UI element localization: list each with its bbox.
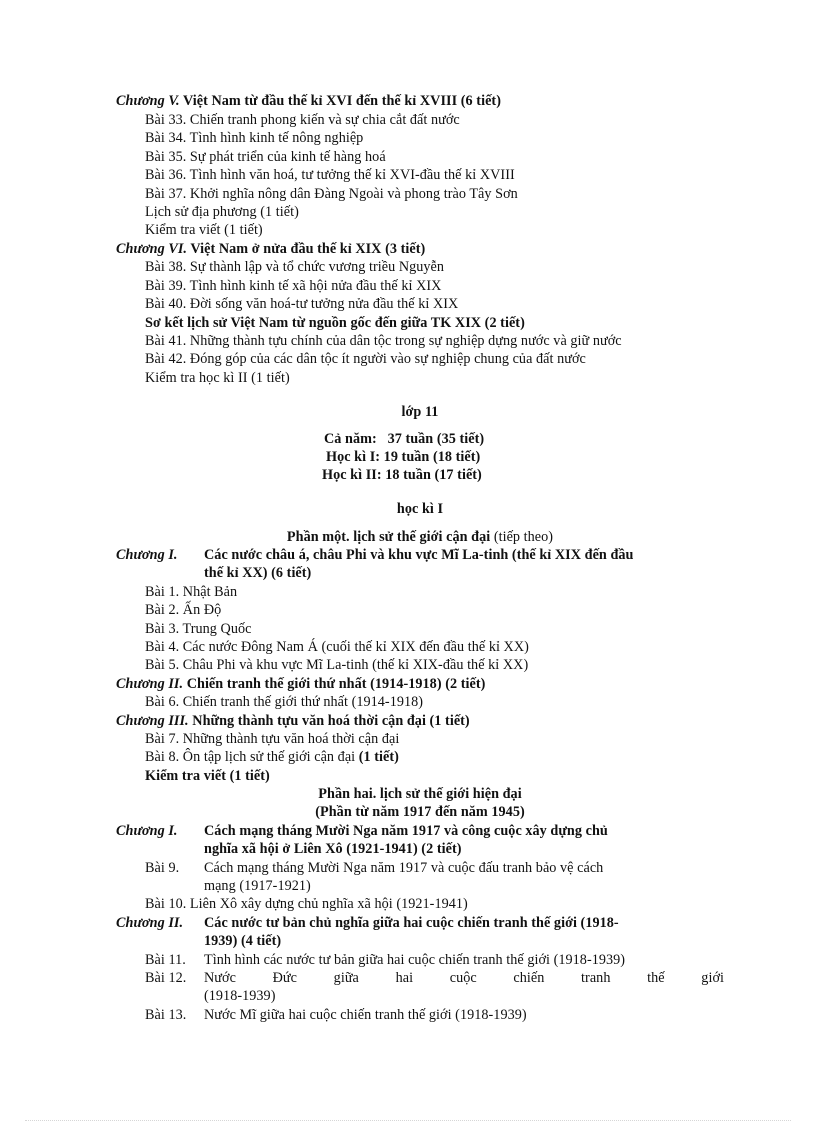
lesson-line: Bài 1. Nhật Bản: [145, 584, 238, 600]
lesson-line: Bài 39. Tình hình kinh tế xã hội nửa đầu thế kỉ XIX: [145, 278, 442, 294]
semester1-summary: [326, 448, 480, 466]
year-value: 37 tuần (35 tiết): [387, 431, 485, 447]
chapter-heading: [116, 92, 501, 110]
lesson-text: Nước Mĩ giữa hai cuộc chiến tranh thế giới (1918-1939): [204, 1007, 527, 1023]
chapter-title: Các nước tư bản chủ nghĩa giữa hai cuộc chiến tranh thế giới (1918-: [204, 915, 619, 931]
lesson-line: Bài 42. Đóng góp của các dân tộc ít người vào sự nghiệp chung của đất nước: [145, 351, 586, 367]
lesson-text-cont: (1918-1939): [204, 988, 276, 1004]
chapter-title-cont: 1939) (4 tiết): [204, 933, 282, 949]
lesson-text: Tình hình các nước tư bản giữa hai cuộc chiến tranh thế giới (1918-1939): [204, 952, 626, 968]
lesson-line: Bài 4. Các nước Đông Nam Á (cuối thế kỉ XIX đến đầu thế kỉ XX): [145, 639, 529, 655]
semester2-summary: [322, 466, 482, 484]
year-label: Cả năm:: [324, 431, 377, 447]
lesson-line: Bài 2. Ấn Độ: [145, 602, 222, 618]
lesson-line: [145, 748, 399, 766]
lesson-line: Bài 35. Sự phát triển của kinh tế hàng hoá: [145, 149, 386, 165]
lesson-line: Kiểm tra học kì II (1 tiết): [145, 370, 290, 386]
chapter-title: Việt Nam ở nửa đầu thế kỉ XIX (3 tiết): [190, 241, 426, 257]
chapter-heading: [116, 240, 425, 258]
summary-heading: Sơ kết lịch sử Việt Nam từ nguồn gốc đến giữa TK XIX (2 tiết): [145, 315, 525, 331]
chapter-title-cont: thế kỉ XX) (6 tiết): [204, 565, 312, 581]
lesson-text: Bài 8. Ôn tập lịch sử thế giới cận đại: [145, 749, 356, 765]
lesson-line: Bài 36. Tình hình văn hoá, tư tưởng thế kỉ XVI-đầu thế kỉ XVIII: [145, 167, 515, 183]
lesson-line: Bài 6. Chiến tranh thế giới thứ nhất (1914-1918): [145, 694, 424, 710]
chapter-label: Chương II.: [116, 915, 184, 931]
part-heading: [0, 528, 816, 546]
lesson-line: Kiểm tra viết (1 tiết): [145, 222, 263, 238]
lesson-line: Bài 41. Những thành tựu chính của dân tộc trong sự nghiệp dựng nước và giữ nước: [145, 333, 622, 349]
semester2-label: Học kì II:: [322, 467, 382, 483]
lesson-text-cont: mạng (1917-1921): [204, 878, 311, 894]
semester2-value: 18 tuần (17 tiết): [385, 467, 482, 483]
lesson-line: Bài 37. Khởi nghĩa nông dân Đàng Ngoài và phong trào Tây Sơn: [145, 186, 518, 202]
lesson-line: Bài 38. Sự thành lập và tổ chức vương triều Nguyễn: [145, 259, 445, 275]
lesson-line: Bài 5. Châu Phi và khu vực Mĩ La-tinh (thế kỉ XIX-đầu thế kỉ XX): [145, 657, 529, 673]
part-subtitle: (Phần từ năm 1917 đến năm 1945): [315, 804, 525, 820]
chapter-heading: [116, 712, 470, 730]
chapter-label: Chương V.: [116, 93, 180, 109]
part-title: Phần hai. lịch sử thế giới hiện đại: [318, 786, 522, 802]
semester-heading: học kì I: [396, 501, 444, 517]
lesson-line: Bài 7. Những thành tựu văn hoá thời cận đại: [145, 731, 400, 747]
lesson-text: Nước Đức giữa hai cuộc chiến tranh thế giới: [204, 970, 724, 986]
lesson-periods: (1 tiết): [358, 749, 399, 765]
chapter-label: Chương I.: [116, 823, 178, 839]
chapter-title: Chiến tranh thế giới thứ nhất (1914-1918) (2 tiết): [186, 676, 486, 692]
exam-line: Kiểm tra viết (1 tiết): [145, 768, 270, 784]
chapter-label: Chương II.: [116, 676, 184, 692]
lesson-number: Bài 12.: [145, 970, 187, 986]
page-divider: [25, 1120, 791, 1121]
lesson-line: Bài 33. Chiến tranh phong kiến và sự chia cắt đất nước: [145, 112, 460, 128]
chapter-title-cont: nghĩa xã hội ở Liên Xô (1921-1941) (2 tiết): [204, 841, 462, 857]
lesson-line: Bài 10. Liên Xô xây dựng chủ nghĩa xã hội (1921-1941): [145, 896, 468, 912]
chapter-title: Những thành tựu văn hoá thời cận đại (1 tiết): [192, 713, 470, 729]
lesson-line: Bài 34. Tình hình kinh tế nông nghiệp: [145, 130, 364, 146]
lesson-number: Bài 9.: [145, 860, 180, 876]
chapter-label: Chương VI.: [116, 241, 188, 257]
chapter-title: Các nước châu á, châu Phi và khu vực Mĩ La-tinh (thế kỉ XIX đến đầu: [204, 547, 634, 563]
lesson-text: Cách mạng tháng Mười Nga năm 1917 và cuộc đấu tranh bảo vệ cách: [204, 860, 604, 876]
lesson-number: Bài 13.: [145, 1007, 187, 1023]
semester1-label: Học kì I:: [326, 449, 381, 465]
grade-title: lớp 11: [401, 404, 439, 420]
year-summary: [324, 430, 484, 448]
lesson-line: Bài 40. Đời sống văn hoá-tư tưởng nửa đầu thế kỉ XIX: [145, 296, 459, 312]
part-title: Phần một. lịch sử thế giới cận đại: [286, 529, 491, 545]
chapter-title: Cách mạng tháng Mười Nga năm 1917 và công cuộc xây dựng chủ: [204, 823, 608, 839]
lesson-line: Lịch sử địa phương (1 tiết): [145, 204, 299, 220]
chapter-label: Chương I.: [116, 547, 178, 563]
lesson-line: Bài 3. Trung Quốc: [145, 621, 252, 637]
chapter-title: Việt Nam từ đầu thế kỉ XVI đến thế kỉ XVIII (6 tiết): [182, 93, 501, 109]
lesson-number: Bài 11.: [145, 952, 186, 968]
chapter-heading: [116, 675, 485, 693]
chapter-label: Chương III.: [116, 713, 189, 729]
semester1-value: 19 tuần (18 tiết): [383, 449, 481, 465]
part-note: (tiếp theo): [493, 529, 554, 545]
